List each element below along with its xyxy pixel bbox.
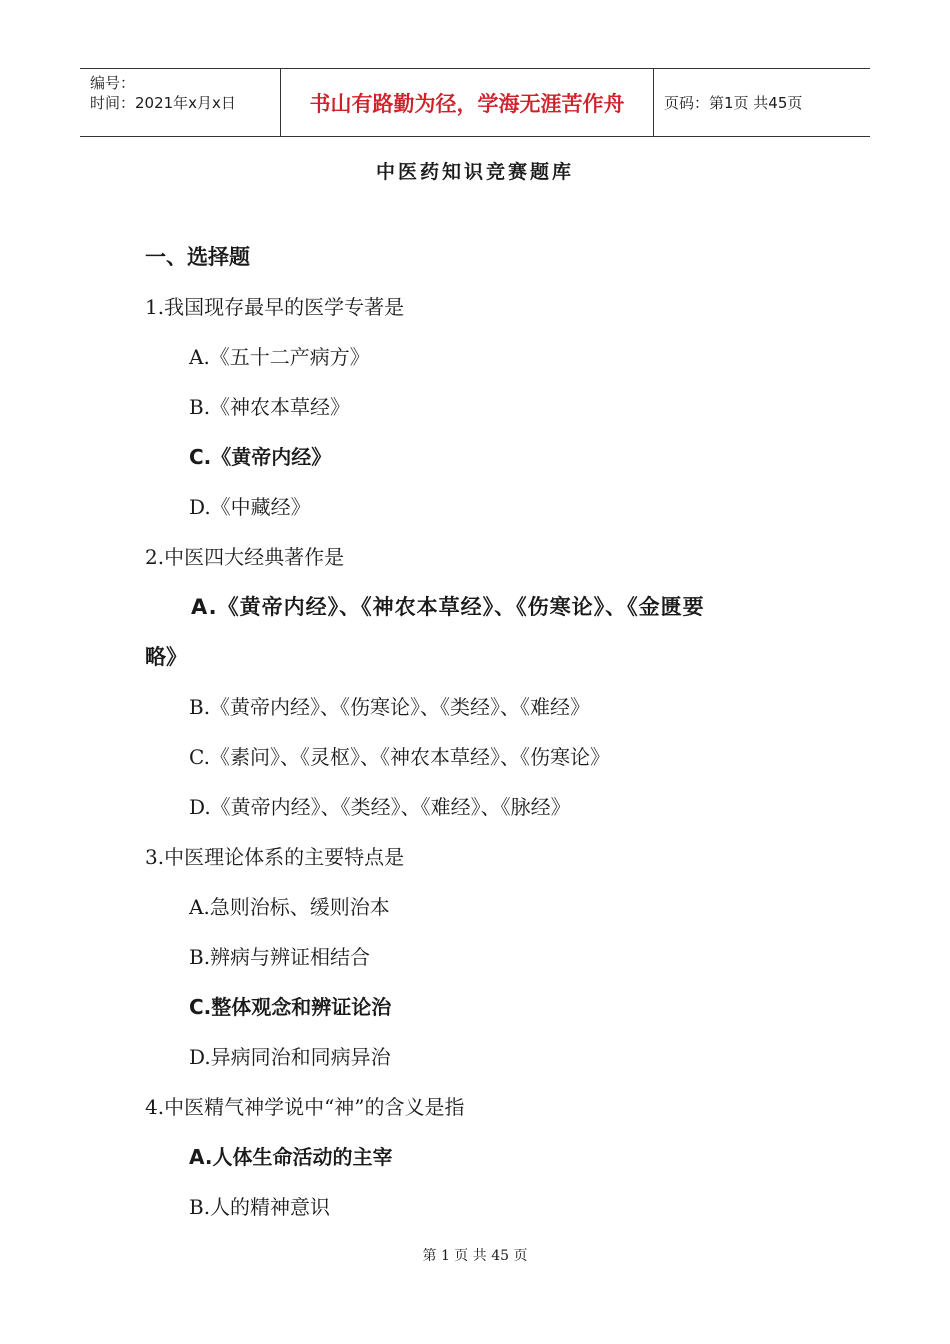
- question-stem: 1.我国现存最早的医学专著是: [145, 295, 405, 319]
- question-stem: 2.中医四大经典著作是: [145, 545, 345, 569]
- option-correct: A.人体生命活动的主宰: [189, 1145, 393, 1169]
- option: D.《黄帝内经》、《类经》、《难经》、《脉经》: [189, 795, 571, 819]
- question-list: [145, 232, 825, 1232]
- option: B.《神农本草经》: [189, 395, 351, 419]
- question-stem: 3.中医理论体系的主要特点是: [145, 845, 405, 869]
- header-table: [80, 68, 870, 137]
- option: D.《中藏经》: [189, 495, 311, 519]
- option-correct-continued: 略》: [145, 645, 187, 669]
- option: B.辨病与辨证相结合: [189, 945, 371, 969]
- option: C.《素问》、《灵枢》、《神农本草经》、《伤寒论》: [189, 745, 610, 769]
- option-correct: C.整体观念和辨证论治: [189, 995, 392, 1019]
- option: D.异病同治和同病异治: [189, 1045, 391, 1069]
- document-title: 中医药知识竞赛题库: [375, 161, 574, 183]
- option-correct: C.《黄帝内经》: [189, 445, 332, 469]
- section-heading: 一、选择题: [145, 245, 250, 269]
- time-label: 时间：2021年x月x日: [90, 94, 236, 112]
- option: B.人的精神意识: [189, 1195, 331, 1219]
- number-label: 编号：: [90, 74, 136, 92]
- option: B.《黄帝内经》、《伤寒论》、《类经》、《难经》: [189, 695, 591, 719]
- option: A.急则治标、缓则治本: [189, 895, 390, 919]
- header-meta-cell: [80, 69, 281, 136]
- header-page-info: 页码：第1页 共45页: [664, 94, 803, 112]
- option: A.《五十二产病方》: [189, 345, 370, 369]
- header-motto: 书山有路勤为径，学海无涯苦作舟: [281, 69, 654, 136]
- option-correct: A.《黄帝内经》、《神农本草经》、《伤寒论》、《金匮要: [191, 595, 705, 619]
- question-stem: 4.中医精气神学说中“神”的含义是指: [145, 1095, 465, 1119]
- page-footer: 第 1 页 共 45 页: [422, 1248, 528, 1264]
